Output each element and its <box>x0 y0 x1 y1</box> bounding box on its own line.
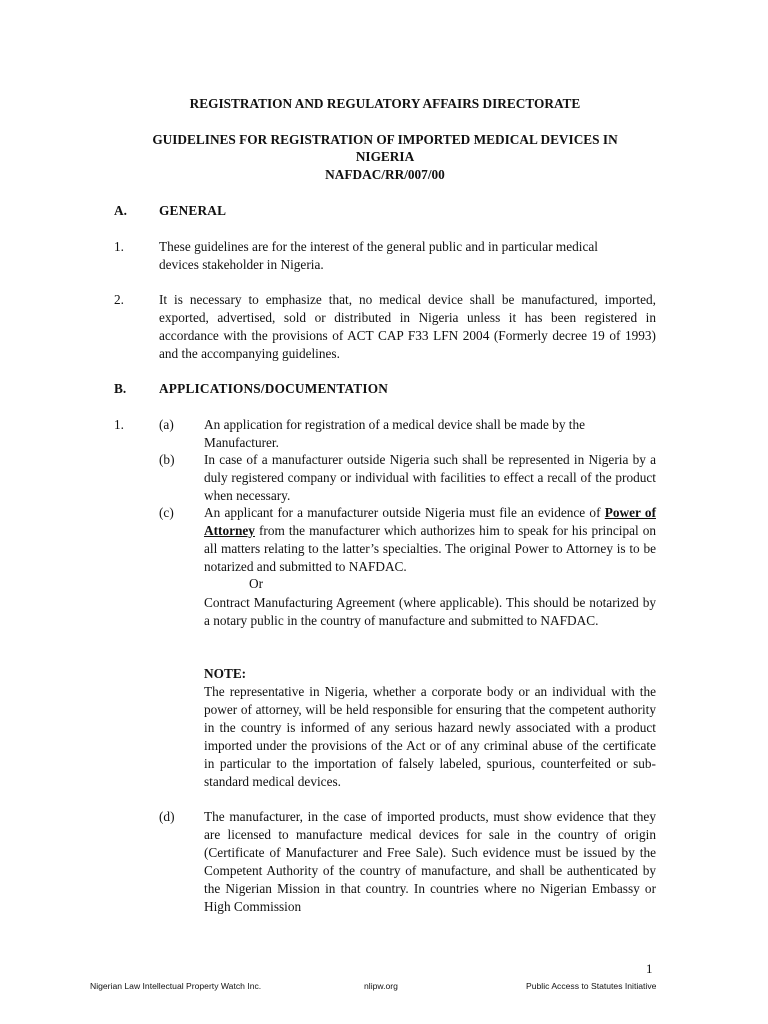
section-a-item-2-number: 2. <box>114 292 124 307</box>
or-separator: Or <box>249 576 264 591</box>
sub-item-d-label: (d) <box>159 809 175 824</box>
sub-item-c-label: (c) <box>159 505 174 520</box>
section-a-item-1-text: These guidelines are for the interest of the general public and in particular medical devices stakeholder in Nigeria. <box>159 239 598 272</box>
directorate-heading: REGISTRATION AND REGULATORY AFFAIRS DIRECTORATE <box>189 96 581 111</box>
sub-item-c-text-start: An applicant for a manufacturer outside Nigeria must file an evidence of <box>204 505 601 520</box>
contract-agreement-text: Contract Manufacturing Agreement (where applicable). This should be notarized by a notary public in the country of manufacture and submitted to NAFDAC. <box>204 595 656 628</box>
footer-center: nlipw.org <box>364 981 398 991</box>
sub-item-d-text: The manufacturer, in the case of imported products, must show evidence that they are licensed to manufacture medical devices for sale in the country of origin (Certificate of Manufacturer and Free Sale). Such evidence must be issued by the Competent Authority of the country of manufacture, and shall be authenticated by the Nigerian Mission in that country. In countries where no Nigerian Embassy or High Commission <box>204 809 656 914</box>
document-title-line-1: GUIDELINES FOR REGISTRATION OF IMPORTED MEDICAL DEVICES IN <box>152 132 618 147</box>
note-text: The representative in Nigeria, whether a corporate body or an individual with the power of attorney, will be held responsible for ensuring that the competent authority in the country is informed of any serious hazard newly associated with a product imported under the provisions of the Act or of any criminal abuse of the certificate in particular to the importation of falsely labeled, spurious, counterfeited or sub-standard medical devices. <box>204 684 656 789</box>
sub-item-c-text <box>204 504 656 576</box>
sub-item-a-text: An application for registration of a medical device shall be made by the Manufacturer. <box>204 417 586 450</box>
footer-right: Public Access to Statutes Initiative <box>526 981 657 991</box>
section-b-item-1-number: 1. <box>114 417 124 432</box>
footer-left: Nigerian Law Intellectual Property Watch Inc. <box>90 981 262 991</box>
section-b-title: APPLICATIONS/DOCUMENTATION <box>159 381 389 396</box>
section-a-item-1-number: 1. <box>114 239 124 254</box>
document-code: NAFDAC/RR/007/00 <box>325 167 445 182</box>
section-b-letter: B. <box>114 381 127 396</box>
note-label: NOTE: <box>204 666 247 681</box>
page-number: 1 <box>646 961 653 976</box>
sub-item-a-label: (a) <box>159 417 174 432</box>
sub-item-c-text-rest: from the manufacturer which authorizes him to speak for his principal on all matters relating to the latter’s specialties. The original Power to Attorney is to be notarized and submitted to NAFDAC. <box>204 522 656 574</box>
sub-item-b-text: In case of a manufacturer outside Nigeria such shall be represented in Nigeria by a duly registered company or individual with facilities to effect a recall of the product when necessary. <box>204 452 656 503</box>
document-title-line-2: NIGERIA <box>355 149 415 164</box>
sub-item-b-label: (b) <box>159 452 175 467</box>
section-a-letter: A. <box>114 203 127 218</box>
section-a-title: GENERAL <box>159 203 227 218</box>
power-of-attorney-emphasis: Power of Attorney <box>204 505 656 538</box>
section-a-item-2-text: It is necessary to emphasize that, no medical device shall be manufactured, imported, exported, advertised, sold or distributed in Nigeria unless it has been registered in accordance with the provisions of ACT CAP F33 LFN 2004 (Formerly decree 19 of 1993) and the accompanying guidelines. <box>159 292 656 361</box>
